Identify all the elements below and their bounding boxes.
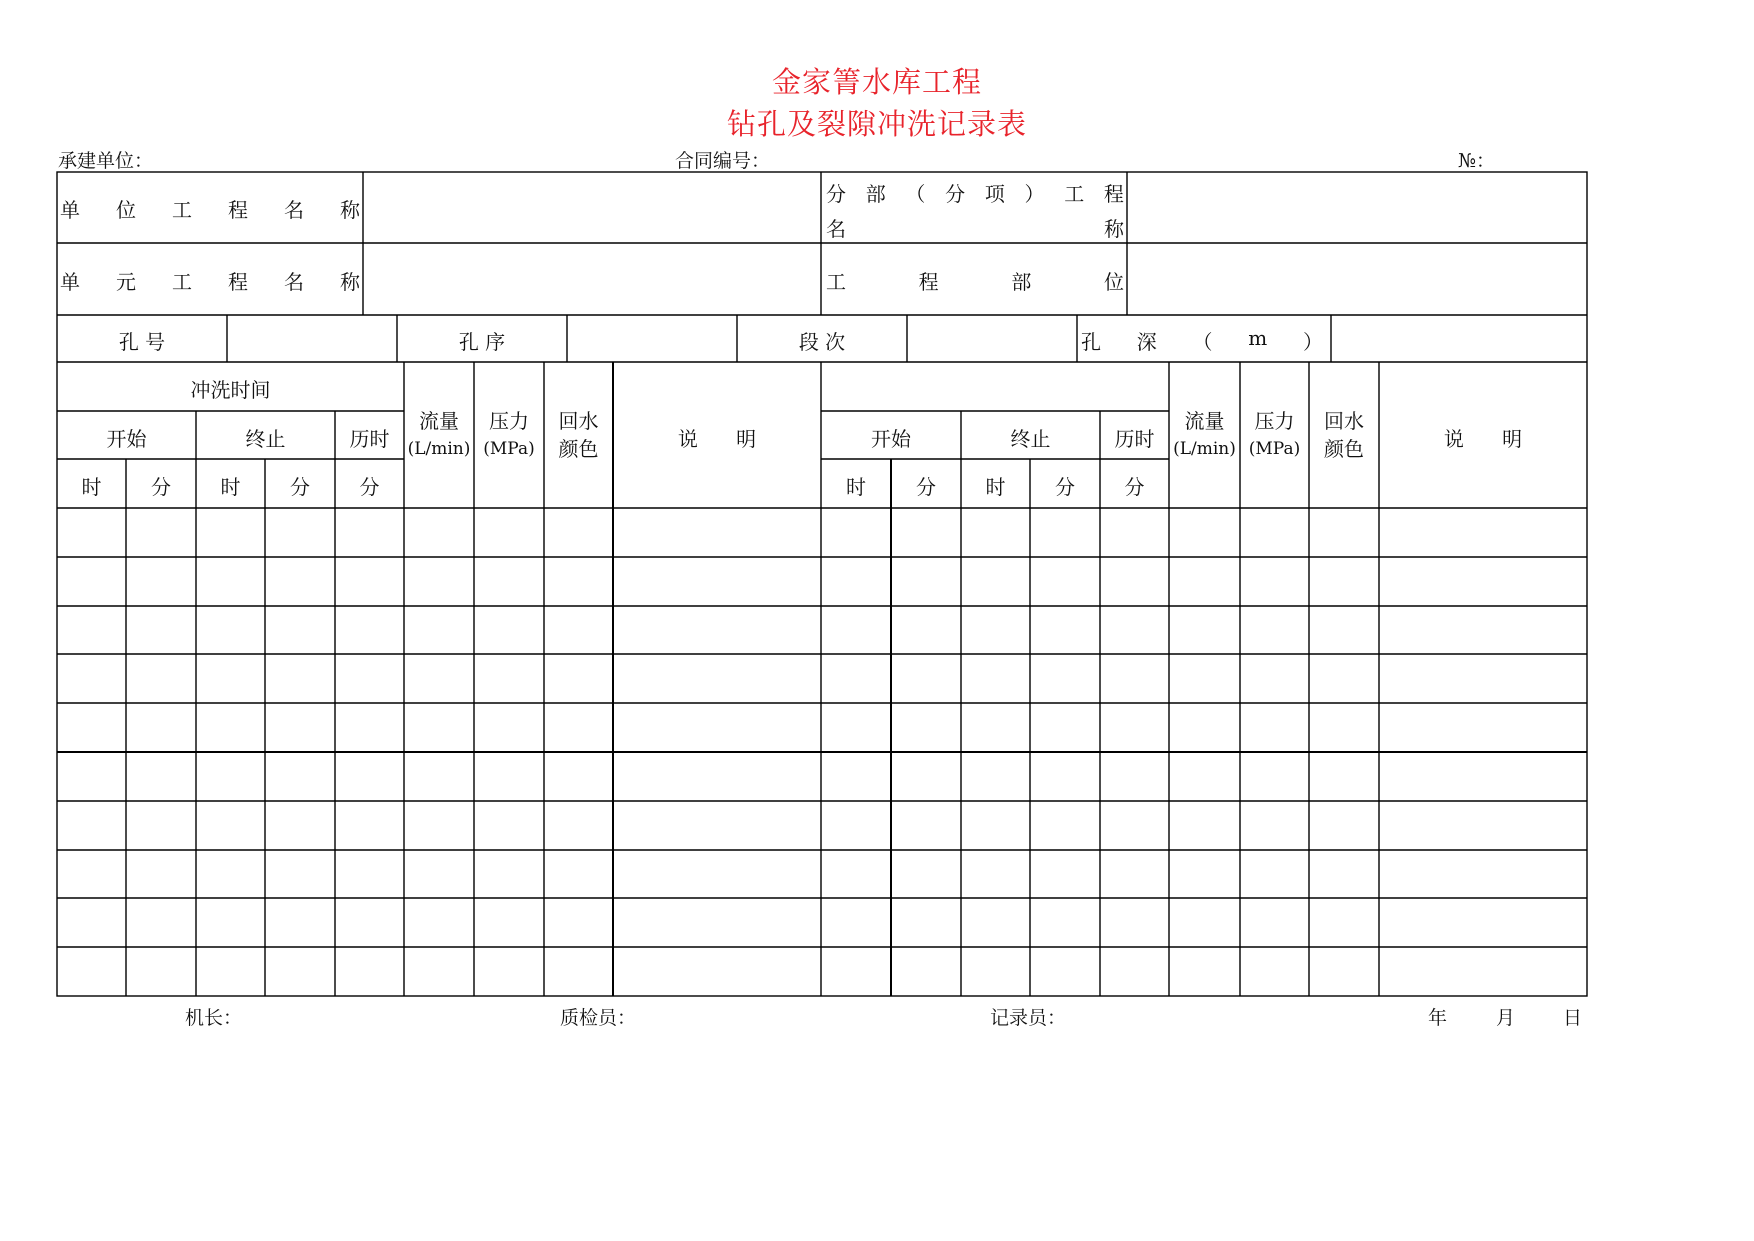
table-cell[interactable] (1171, 705, 1238, 750)
table-cell[interactable] (337, 754, 402, 799)
table-row (57, 557, 1587, 606)
table-cell[interactable] (615, 900, 819, 945)
flow-header-right: 流量 (L/min) (1173, 409, 1236, 459)
table-cell[interactable] (546, 852, 611, 896)
table-cell[interactable] (1381, 656, 1585, 701)
table-cell[interactable] (1171, 510, 1238, 555)
table-cell[interactable] (406, 656, 472, 701)
table-cell[interactable] (823, 656, 889, 701)
element-project-name-field[interactable] (368, 247, 816, 311)
table-cell[interactable] (615, 754, 819, 799)
table-cell[interactable] (476, 803, 542, 848)
return-water-color-header-right: 回水 颜色 (1324, 409, 1364, 461)
table-cell[interactable] (1311, 559, 1377, 604)
table-cell[interactable] (406, 510, 472, 555)
table-cell[interactable] (546, 900, 611, 945)
table-cell[interactable] (476, 608, 542, 652)
duration-header: 历时 (349, 427, 390, 451)
builder-label: 承建单位： (58, 150, 154, 172)
table-cell[interactable] (1102, 705, 1167, 750)
table-cell[interactable] (1242, 949, 1307, 994)
table-cell[interactable] (1381, 803, 1585, 848)
end-hour-header: 时 (220, 475, 241, 499)
table-cell[interactable] (198, 900, 263, 945)
table-cell[interactable] (59, 559, 124, 604)
table-cell[interactable] (59, 705, 124, 750)
table-cell[interactable] (337, 705, 402, 750)
table-cell[interactable] (59, 510, 124, 555)
table-cell[interactable] (476, 900, 542, 945)
table-cell[interactable] (1102, 510, 1167, 555)
table-cell[interactable] (337, 656, 402, 701)
table-cell[interactable] (476, 656, 542, 701)
table-cell[interactable] (823, 949, 889, 994)
table-cell[interactable] (963, 608, 1028, 652)
table-cell[interactable] (963, 900, 1028, 945)
table-cell[interactable] (406, 754, 472, 799)
table-cell[interactable] (963, 754, 1028, 799)
table-cell[interactable] (963, 705, 1028, 750)
inspector-label: 质检员： (560, 1007, 637, 1029)
table-cell[interactable] (1171, 900, 1238, 945)
table-cell[interactable] (198, 803, 263, 848)
table-cell[interactable] (1032, 852, 1098, 896)
division-name-field[interactable] (1132, 176, 1582, 240)
end-header-right: 终止 (1010, 427, 1051, 451)
table-cell[interactable] (337, 949, 402, 994)
table-cell[interactable] (267, 656, 333, 701)
segment-label: 段 次 (798, 330, 846, 354)
table-cell[interactable] (267, 803, 333, 848)
table-cell[interactable] (198, 656, 263, 701)
start-header-right: 开始 (871, 427, 911, 451)
table-cell[interactable] (476, 949, 542, 994)
table-row (57, 703, 1587, 752)
table-cell[interactable] (1102, 656, 1167, 701)
table-cell[interactable] (267, 608, 333, 652)
table-cell[interactable] (476, 510, 542, 555)
table-cell[interactable] (893, 510, 959, 555)
table-cell[interactable] (406, 608, 472, 652)
table-cell[interactable] (615, 705, 819, 750)
table-cell[interactable] (1102, 852, 1167, 896)
duration-minute-header: 分 (359, 475, 380, 499)
table-cell[interactable] (1381, 900, 1585, 945)
table-cell[interactable] (615, 852, 819, 896)
table-cell[interactable] (546, 949, 611, 994)
start-minute-header: 分 (151, 475, 171, 499)
table-cell[interactable] (546, 510, 611, 555)
table-cell[interactable] (823, 803, 889, 848)
duration-minute-header-right: 分 (1124, 475, 1145, 499)
table-cell[interactable] (337, 559, 402, 604)
table-cell[interactable] (406, 949, 472, 994)
table-cell[interactable] (893, 705, 959, 750)
document-subtitle: 钻孔及裂隙冲洗记录表 (726, 107, 1027, 141)
table-cell[interactable] (59, 656, 124, 701)
table-cell[interactable] (546, 754, 611, 799)
table-cell[interactable] (198, 949, 263, 994)
table-cell[interactable] (1242, 900, 1307, 945)
table-cell[interactable] (198, 754, 263, 799)
table-cell[interactable] (1311, 754, 1377, 799)
table-cell[interactable] (476, 754, 542, 799)
operator-label: 机长： (185, 1007, 243, 1029)
table-cell[interactable] (1311, 608, 1377, 652)
table-cell[interactable] (1171, 949, 1238, 994)
table-cell[interactable] (1242, 656, 1307, 701)
table-cell[interactable] (267, 559, 333, 604)
table-cell[interactable] (1102, 559, 1167, 604)
table-cell[interactable] (823, 559, 889, 604)
table-cell[interactable] (1102, 608, 1167, 652)
table-row (57, 898, 1587, 947)
table-cell[interactable] (963, 510, 1028, 555)
table-cell[interactable] (476, 705, 542, 750)
table-cell[interactable] (1171, 608, 1238, 652)
flow-header: 流量 (L/min) (407, 409, 471, 459)
table-cell[interactable] (1242, 705, 1307, 750)
table-cell[interactable] (615, 510, 819, 555)
day-label: 日 (1563, 1007, 1583, 1029)
table-cell[interactable] (615, 608, 819, 652)
hole-order-field[interactable] (570, 318, 734, 360)
table-cell[interactable] (1381, 510, 1585, 555)
table-row (57, 654, 1587, 703)
hole-number-label: 孔 号 (118, 330, 166, 354)
end-minute-header: 分 (290, 475, 310, 499)
table-cell[interactable] (893, 852, 959, 896)
table-cell[interactable] (546, 705, 611, 750)
table-cell[interactable] (823, 608, 889, 652)
table-cell[interactable] (1381, 852, 1585, 896)
table-cell[interactable] (893, 559, 959, 604)
table-cell[interactable] (1102, 900, 1167, 945)
table-cell[interactable] (1242, 559, 1307, 604)
table-cell[interactable] (406, 705, 472, 750)
table-cell[interactable] (546, 559, 611, 604)
table-cell[interactable] (1102, 803, 1167, 848)
table-cell[interactable] (1242, 608, 1307, 652)
table-cell[interactable] (406, 559, 472, 604)
table-cell[interactable] (1311, 510, 1377, 555)
table-cell[interactable] (337, 852, 402, 896)
table-cell[interactable] (406, 803, 472, 848)
table-cell[interactable] (1032, 559, 1098, 604)
table-cell[interactable] (1311, 656, 1377, 701)
table-cell[interactable] (1171, 754, 1238, 799)
table-cell[interactable] (1381, 608, 1585, 652)
table-cell[interactable] (546, 608, 611, 652)
table-cell[interactable] (1381, 705, 1585, 750)
table-cell[interactable] (128, 559, 194, 604)
table-row (57, 801, 1587, 850)
table-cell[interactable] (1032, 510, 1098, 555)
table-cell[interactable] (893, 656, 959, 701)
table-cell[interactable] (59, 852, 124, 896)
document-title: 金家箐水库工程 (771, 65, 982, 99)
table-cell[interactable] (893, 754, 959, 799)
table-cell[interactable] (963, 852, 1028, 896)
table-cell[interactable] (963, 949, 1028, 994)
table-cell[interactable] (59, 949, 124, 994)
hole-depth-field[interactable] (1334, 318, 1584, 360)
hole-number-field[interactable] (230, 318, 394, 360)
table-cell[interactable] (128, 656, 194, 701)
table-cell[interactable] (1242, 803, 1307, 848)
end-header: 终止 (245, 427, 286, 451)
table-cell[interactable] (823, 754, 889, 799)
remark-header-right: 说 明 (1443, 427, 1523, 451)
table-cell[interactable] (893, 900, 959, 945)
table-cell[interactable] (823, 705, 889, 750)
unit-project-name-label: 单 位 工 程 名 称 (60, 198, 360, 222)
table-cell[interactable] (128, 900, 194, 945)
table-cell[interactable] (267, 900, 333, 945)
table-cell[interactable] (128, 803, 194, 848)
table-cell[interactable] (267, 510, 333, 555)
table-cell[interactable] (198, 510, 263, 555)
table-cell[interactable] (893, 949, 959, 994)
table-row (57, 606, 1587, 654)
remark-header: 说 明 (677, 427, 757, 451)
table-cell[interactable] (1311, 852, 1377, 896)
table-cell[interactable] (1032, 705, 1098, 750)
start-minute-header-right: 分 (916, 475, 936, 499)
table-cell[interactable] (476, 559, 542, 604)
table-cell[interactable] (1311, 705, 1377, 750)
table-cell[interactable] (1242, 754, 1307, 799)
return-water-color-header: 回水 颜色 (558, 409, 599, 461)
table-cell[interactable] (267, 852, 333, 896)
table-cell[interactable] (893, 608, 959, 652)
table-cell[interactable] (1102, 949, 1167, 994)
table-cell[interactable] (337, 803, 402, 848)
record-number-label: №： (1458, 150, 1495, 172)
table-cell[interactable] (963, 803, 1028, 848)
unit-project-name-field[interactable] (368, 176, 816, 240)
table-cell[interactable] (615, 656, 819, 701)
table-row (57, 850, 1587, 898)
element-project-name-label: 单 元 工 程 名 称 (60, 270, 360, 294)
hole-depth-label: 孔 深 （ m ） (1081, 326, 1323, 354)
table-cell[interactable] (198, 559, 263, 604)
table-cell[interactable] (406, 900, 472, 945)
table-row (57, 947, 1587, 996)
table-cell[interactable] (963, 656, 1028, 701)
table-cell[interactable] (1032, 803, 1098, 848)
table-row (57, 752, 1587, 801)
table-cell[interactable] (128, 510, 194, 555)
division-name-label: 分 部 （ 分 项 ） 工 程 名 称 (826, 182, 1124, 241)
table-cell[interactable] (198, 852, 263, 896)
table-cell[interactable] (1381, 754, 1585, 799)
table-cell[interactable] (1032, 754, 1098, 799)
start-hour-header-right: 时 (846, 475, 866, 499)
table-cell[interactable] (1242, 510, 1307, 555)
start-header: 开始 (106, 427, 147, 451)
table-cell[interactable] (337, 510, 402, 555)
table-cell[interactable] (1311, 900, 1377, 945)
duration-header-right: 历时 (1114, 427, 1155, 451)
table-cell[interactable] (1102, 754, 1167, 799)
table-cell[interactable] (337, 900, 402, 945)
table-cell[interactable] (546, 803, 611, 848)
table-cell[interactable] (1311, 803, 1377, 848)
table-cell[interactable] (267, 705, 333, 750)
table-cell[interactable] (59, 803, 124, 848)
table-cell[interactable] (615, 803, 819, 848)
end-hour-header-right: 时 (985, 475, 1006, 499)
table-cell[interactable] (1381, 559, 1585, 604)
table-cell[interactable] (823, 852, 889, 896)
flush-time-header: 冲洗时间 (190, 378, 271, 402)
table-cell[interactable] (128, 949, 194, 994)
table-cell[interactable] (963, 559, 1028, 604)
table-cell[interactable] (823, 510, 889, 555)
table-cell[interactable] (1032, 900, 1098, 945)
pressure-header-right: 压力 (MPa) (1248, 409, 1301, 459)
table-cell[interactable] (267, 949, 333, 994)
table-cell[interactable] (1171, 656, 1238, 701)
table-cell[interactable] (59, 754, 124, 799)
table-cell[interactable] (198, 705, 263, 750)
table-cell[interactable] (546, 656, 611, 701)
pressure-header: 压力 (MPa) (483, 409, 535, 459)
table-cell[interactable] (59, 608, 124, 652)
table-cell[interactable] (823, 900, 889, 945)
table-cell[interactable] (1171, 852, 1238, 896)
contract-number-label: 合同编号： (675, 150, 771, 172)
table-cell[interactable] (59, 900, 124, 945)
table-cell[interactable] (128, 754, 194, 799)
table-cell[interactable] (1032, 949, 1098, 994)
table-row (57, 508, 1587, 557)
project-location-field[interactable] (1132, 247, 1582, 311)
table-cell[interactable] (128, 852, 194, 896)
year-label: 年 (1428, 1007, 1448, 1029)
table-cell[interactable] (337, 608, 402, 652)
hole-order-label: 孔 序 (458, 330, 506, 354)
end-minute-header-right: 分 (1055, 475, 1075, 499)
start-hour-header: 时 (81, 475, 102, 499)
table-cell[interactable] (1381, 949, 1585, 994)
table-cell[interactable] (1311, 949, 1377, 994)
table-cell[interactable] (615, 559, 819, 604)
table-cell[interactable] (1242, 852, 1307, 896)
table-cell[interactable] (1032, 656, 1098, 701)
table-cell[interactable] (406, 852, 472, 896)
month-label: 月 (1496, 1007, 1516, 1029)
recorder-label: 记录员： (990, 1007, 1067, 1029)
table-cell[interactable] (198, 608, 263, 652)
table-cell[interactable] (128, 705, 194, 750)
project-location-label: 工 程 部 位 (826, 270, 1124, 294)
table-cell[interactable] (128, 608, 194, 652)
table-cell[interactable] (1171, 559, 1238, 604)
table-cell[interactable] (893, 803, 959, 848)
table-cell[interactable] (267, 754, 333, 799)
segment-field[interactable] (910, 318, 1074, 360)
table-cell[interactable] (1171, 803, 1238, 848)
table-cell[interactable] (1032, 608, 1098, 652)
table-cell[interactable] (615, 949, 819, 994)
table-cell[interactable] (476, 852, 542, 896)
